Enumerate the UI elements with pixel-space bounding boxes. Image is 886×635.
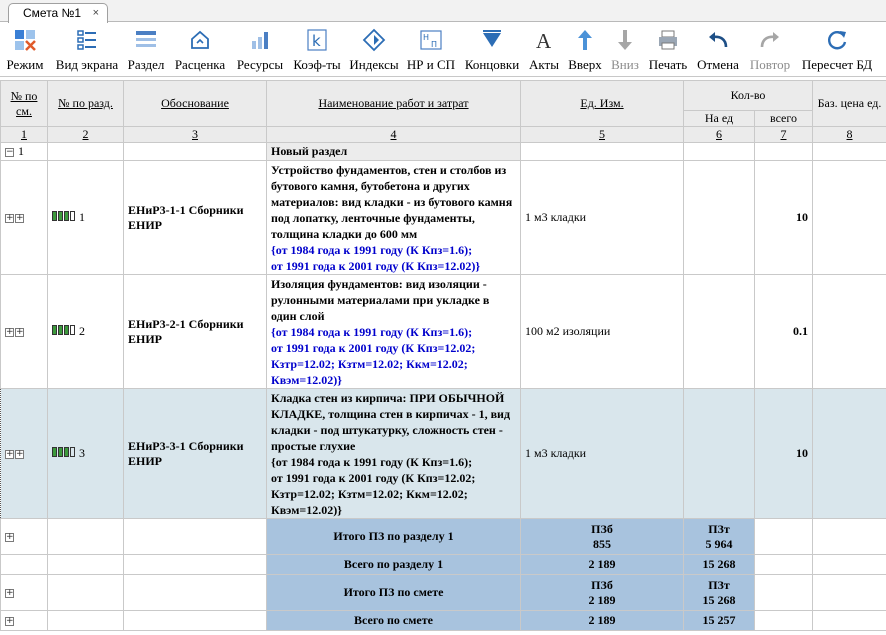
row-expand-cell xyxy=(1,275,48,389)
row-qty-per-unit[interactable] xyxy=(684,275,755,389)
row-num: 2 xyxy=(79,323,85,338)
toolbar xyxy=(0,23,886,77)
row-basis[interactable]: ЕНиР3-2-1 Сборники ЕНИР xyxy=(124,275,267,389)
work-name-text: Устройство фундаментов, стен и столбов из бутового камня, бутобетона и других материалов: вид кладки - из бутового камня под лопатку, ленточные фундаменты, толщина кладки до 600 мм xyxy=(271,162,513,241)
view-icon xyxy=(75,28,99,52)
tab-smeta-1[interactable] xyxy=(8,3,108,23)
collapse-icon[interactable]: − xyxy=(6,146,14,157)
total-base-cell xyxy=(521,519,684,555)
coef-line: от 1991 года к 2001 году (К Кпз=12.02)} xyxy=(271,258,481,273)
header-work-name[interactable]: Наименование работ и затрат xyxy=(267,81,521,127)
header-qty-per-unit[interactable]: На ед xyxy=(684,111,755,127)
status-bars-icon xyxy=(52,324,76,339)
expand-icon[interactable]: + xyxy=(6,587,14,598)
expand-icon[interactable]: + xyxy=(6,212,14,223)
total-row[interactable] xyxy=(1,611,886,631)
recalc-db-button[interactable] xyxy=(798,25,876,75)
view-label: Вид экрана xyxy=(55,57,119,72)
move-down-label: Вниз xyxy=(611,57,639,72)
row-base-price[interactable] xyxy=(813,389,886,519)
header-base-price[interactable]: Баз. цена ед. xyxy=(813,81,886,127)
col-number: 2 xyxy=(48,127,124,143)
col-number: 6 xyxy=(684,127,755,143)
section-num-cell xyxy=(1,143,48,161)
total-base-value: 855 xyxy=(593,536,611,551)
total-row[interactable] xyxy=(1,519,886,555)
row-work-name[interactable] xyxy=(267,389,521,519)
redo-icon xyxy=(758,28,782,52)
section-title[interactable]: Новый раздел xyxy=(267,143,521,161)
recalc-label: Пересчет БД xyxy=(801,57,873,72)
move-down-button[interactable] xyxy=(608,25,642,75)
rate-button[interactable] xyxy=(170,25,230,75)
total-base-value: 2 189 xyxy=(521,555,684,575)
row-num-cell xyxy=(48,161,124,275)
section-row[interactable] xyxy=(1,143,886,161)
resources-button[interactable] xyxy=(233,25,287,75)
undo-label: Отмена xyxy=(697,57,739,72)
section-label: Раздел xyxy=(127,57,165,72)
svg-text:A: A xyxy=(536,29,552,52)
col-number: 8 xyxy=(813,127,886,143)
arrow-up-icon xyxy=(573,28,597,52)
row-qty-total[interactable]: 10 xyxy=(755,389,813,519)
indexes-label: Индексы xyxy=(349,57,399,72)
header-quantity[interactable]: Кол-во xyxy=(684,81,813,111)
header-basis[interactable]: Обоснование xyxy=(124,81,267,127)
tab-bar xyxy=(0,0,886,22)
estimate-table xyxy=(0,80,886,631)
total-current-value: 15 268 xyxy=(684,555,755,575)
total-row[interactable] xyxy=(1,575,886,611)
total-current-cell xyxy=(684,575,755,611)
col-number: 7 xyxy=(755,127,813,143)
row-expand-cell xyxy=(1,389,48,519)
endings-icon xyxy=(480,28,504,52)
move-up-label: Вверх xyxy=(568,57,602,72)
section-button[interactable] xyxy=(124,25,168,75)
section-icon xyxy=(134,28,158,52)
redo-label: Повтор xyxy=(749,57,791,72)
header-qty-total[interactable]: всего xyxy=(755,111,813,127)
expand-icon[interactable]: + xyxy=(16,326,24,337)
row-basis[interactable]: ЕНиР3-3-1 Сборники ЕНИР xyxy=(124,389,267,519)
total-label: Всего по смете xyxy=(267,611,521,631)
total-current-value: 15 257 xyxy=(684,611,755,631)
row-qty-per-unit[interactable] xyxy=(684,161,755,275)
row-num-cell xyxy=(48,389,124,519)
header-unit[interactable]: Ед. Изм. xyxy=(521,81,684,127)
arrow-down-icon xyxy=(613,28,637,52)
status-bars-icon xyxy=(52,210,76,225)
coefficients-button[interactable] xyxy=(289,25,345,75)
coef-line: Кзтр=12.02; Кзтм=12.02; Ккм=12.02; xyxy=(271,486,468,501)
row-qty-per-unit[interactable] xyxy=(684,389,755,519)
endings-label: Концовки xyxy=(464,57,520,72)
col-number: 1 xyxy=(1,127,48,143)
work-name-text: Кладка стен из кирпича: ПРИ ОБЫЧНОЙ КЛАДКЕ, толщина стен в кирпичах - 1, вид кладки - под штукатурку, сложность стен - простые глухие xyxy=(271,390,511,453)
row-unit[interactable]: 1 м3 кладки xyxy=(521,161,684,275)
move-up-button[interactable] xyxy=(565,25,605,75)
expand-icon[interactable]: + xyxy=(6,615,14,626)
total-base-cell xyxy=(521,575,684,611)
expand-icon[interactable]: + xyxy=(16,212,24,223)
total-current-caption: ПЗт xyxy=(708,577,730,592)
col-number: 4 xyxy=(267,127,521,143)
row-num-cell xyxy=(48,275,124,389)
total-current-value: 5 964 xyxy=(705,536,733,551)
total-label: Итого ПЗ по разделу 1 xyxy=(267,519,521,555)
overhead-button[interactable] xyxy=(405,25,457,75)
resources-icon xyxy=(248,28,272,52)
coef-line: {от 1984 года к 1991 году (К Кпз=1.6); xyxy=(271,324,473,339)
table-row[interactable] xyxy=(1,275,886,389)
rate-icon xyxy=(188,28,212,52)
svg-text:П: П xyxy=(431,40,438,49)
coef-line: Кзтр=12.02; Кзтм=12.02; Ккм=12.02; xyxy=(271,356,468,371)
indexes-button[interactable] xyxy=(347,25,401,75)
total-label: Всего по разделу 1 xyxy=(267,555,521,575)
expand-icon[interactable]: + xyxy=(6,326,14,337)
mode-icon xyxy=(13,28,37,52)
undo-icon xyxy=(706,28,730,52)
coef-line: от 1991 года к 2001 году (К Кпз=12.02; xyxy=(271,470,476,485)
row-work-name[interactable] xyxy=(267,161,521,275)
total-current-caption: ПЗт xyxy=(708,521,730,536)
row-unit[interactable]: 1 м3 кладки xyxy=(521,389,684,519)
row-qty-total[interactable]: 10 xyxy=(755,161,813,275)
row-basis[interactable]: ЕНиР3-1-1 Сборники ЕНИР xyxy=(124,161,267,275)
table-row-selected[interactable] xyxy=(1,389,886,519)
recalc-icon xyxy=(825,28,849,52)
tab-title: Смета №1 xyxy=(23,6,82,20)
status-bars-icon xyxy=(52,446,76,461)
expand-icon[interactable]: + xyxy=(16,448,24,459)
col-number: 3 xyxy=(124,127,267,143)
overhead-label: НР и СП xyxy=(406,57,456,72)
total-base-value: 2 189 xyxy=(588,592,616,607)
mode-label: Режим xyxy=(6,57,44,72)
mode-button[interactable] xyxy=(2,25,48,75)
total-row[interactable] xyxy=(1,555,886,575)
section-num: 1 xyxy=(18,144,24,158)
total-current-value: 15 268 xyxy=(702,592,736,607)
overhead-icon xyxy=(419,28,443,52)
total-base-caption: ПЗб xyxy=(591,577,613,592)
close-tab-icon[interactable]: × xyxy=(92,7,99,19)
acts-icon xyxy=(532,28,556,52)
svg-text:k: k xyxy=(312,32,321,50)
row-base-price[interactable] xyxy=(813,275,886,389)
header-num-in-section[interactable]: № по разд. xyxy=(48,81,124,127)
table-row[interactable] xyxy=(1,161,886,275)
coefficients-label: Коэф-ты xyxy=(293,57,341,72)
row-qty-total[interactable]: 0.1 xyxy=(755,275,813,389)
indexes-icon xyxy=(362,28,386,52)
header-num-in-estimate[interactable]: № по см. xyxy=(1,81,48,127)
col-number: 5 xyxy=(521,127,684,143)
coef-line: от 1991 года к 2001 году (К Кпз=12.02; xyxy=(271,340,476,355)
print-label: Печать xyxy=(648,57,688,72)
row-unit[interactable]: 100 м2 изоляции xyxy=(521,275,684,389)
svg-text:Н: Н xyxy=(423,33,430,42)
total-current-cell xyxy=(684,519,755,555)
expand-icon[interactable]: + xyxy=(6,448,14,459)
total-label: Итого ПЗ по смете xyxy=(267,575,521,611)
coef-line: Квэм=12.02)} xyxy=(271,372,342,387)
acts-label: Акты xyxy=(529,57,559,72)
work-name-text: Изоляция фундаментов: вид изоляции - рулонными материалами при укладке в один слой xyxy=(271,276,490,323)
row-expand-cell xyxy=(1,161,48,275)
expand-icon[interactable]: + xyxy=(6,531,14,542)
acts-button[interactable] xyxy=(526,25,562,75)
view-button[interactable] xyxy=(52,25,122,75)
undo-button[interactable] xyxy=(694,25,742,75)
total-base-value: 2 189 xyxy=(521,611,684,631)
print-icon xyxy=(656,28,680,52)
coef-line: {от 1984 года к 1991 году (К Кпз=1.6); xyxy=(271,454,473,469)
row-num: 1 xyxy=(79,209,85,224)
rate-label: Расценка xyxy=(174,57,226,72)
redo-button[interactable] xyxy=(746,25,794,75)
coefficients-icon xyxy=(305,28,329,52)
print-button[interactable] xyxy=(645,25,691,75)
endings-button[interactable] xyxy=(462,25,522,75)
resources-label: Ресурсы xyxy=(236,57,284,72)
row-work-name[interactable] xyxy=(267,275,521,389)
row-base-price[interactable] xyxy=(813,161,886,275)
coef-line: Квэм=12.02)} xyxy=(271,502,342,517)
total-base-caption: ПЗб xyxy=(591,521,613,536)
row-num: 3 xyxy=(79,445,85,460)
coef-line: {от 1984 года к 1991 году (К Кпз=1.6); xyxy=(271,242,473,257)
